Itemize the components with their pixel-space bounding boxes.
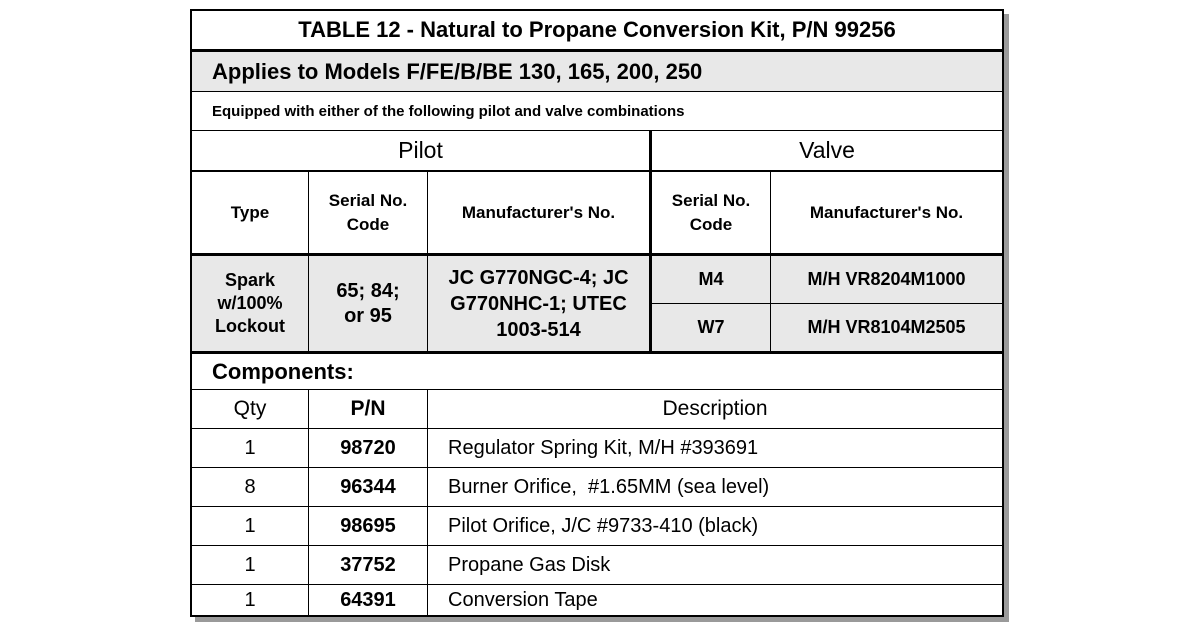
- col-header-type: Type: [230, 202, 270, 222]
- col-header-pilot-serial: Serial No. Code: [328, 190, 408, 234]
- combination-note: Equipped with either of the following pilot and valve combinations: [212, 102, 685, 120]
- table-title: TABLE 12 - Natural to Propane Conversion Kit, P/N 99256: [298, 17, 896, 42]
- divider: [308, 390, 309, 615]
- component-pn: 37752: [340, 553, 396, 576]
- component-qty: 1: [244, 514, 256, 537]
- component-pn: 98720: [340, 436, 396, 459]
- divider: [427, 390, 428, 615]
- component-qty: 8: [244, 475, 256, 498]
- pilot-group-header: Pilot: [398, 137, 443, 163]
- component-description: Pilot Orifice, J/C #9733-410 (black): [448, 514, 759, 537]
- valve-mfr-w7: M/H VR8104M2505: [771, 304, 1002, 351]
- pilot-manufacturer-numbers: JC G770NGC-4; JC G770NHC-1; UTEC 1003-514: [428, 256, 649, 351]
- pilot-type: Spark w/100% Lockout: [192, 256, 308, 351]
- component-qty: 1: [244, 588, 256, 611]
- valve-code-w7: W7: [652, 304, 770, 351]
- models-row: Applies to Models F/FE/B/BE 130, 165, 200, 250: [192, 52, 1002, 91]
- component-pn: 64391: [340, 588, 396, 611]
- component-qty: 1: [244, 436, 256, 459]
- pilot-serial-code: 65; 84; or 95: [309, 256, 427, 351]
- col-header-pilot-mfr: Manufacturer's No.: [461, 202, 616, 222]
- valve-mfr-m4: M/H VR8204M1000: [771, 256, 1002, 303]
- divider: [649, 131, 652, 170]
- col-header-qty: Qty: [233, 397, 267, 420]
- col-header-description: Description: [662, 397, 768, 420]
- component-pn: 98695: [340, 514, 396, 537]
- col-header-valve-mfr: Manufacturer's No.: [809, 202, 964, 222]
- components-label: Components:: [212, 358, 354, 384]
- component-description: Regulator Spring Kit, M/H #393691: [448, 436, 759, 459]
- component-description: Propane Gas Disk: [448, 553, 611, 576]
- component-description: Burner Orifice, #1.65MM (sea level): [448, 475, 770, 498]
- component-pn: 96344: [340, 475, 396, 498]
- valve-group-header: Valve: [799, 137, 855, 163]
- col-header-pn: P/N: [350, 397, 386, 420]
- component-qty: 1: [244, 553, 256, 576]
- component-description: Conversion Tape: [448, 588, 598, 611]
- col-header-valve-serial: Serial No. Code: [671, 190, 751, 234]
- conversion-kit-table: [190, 9, 1004, 617]
- valve-code-m4: M4: [652, 256, 770, 303]
